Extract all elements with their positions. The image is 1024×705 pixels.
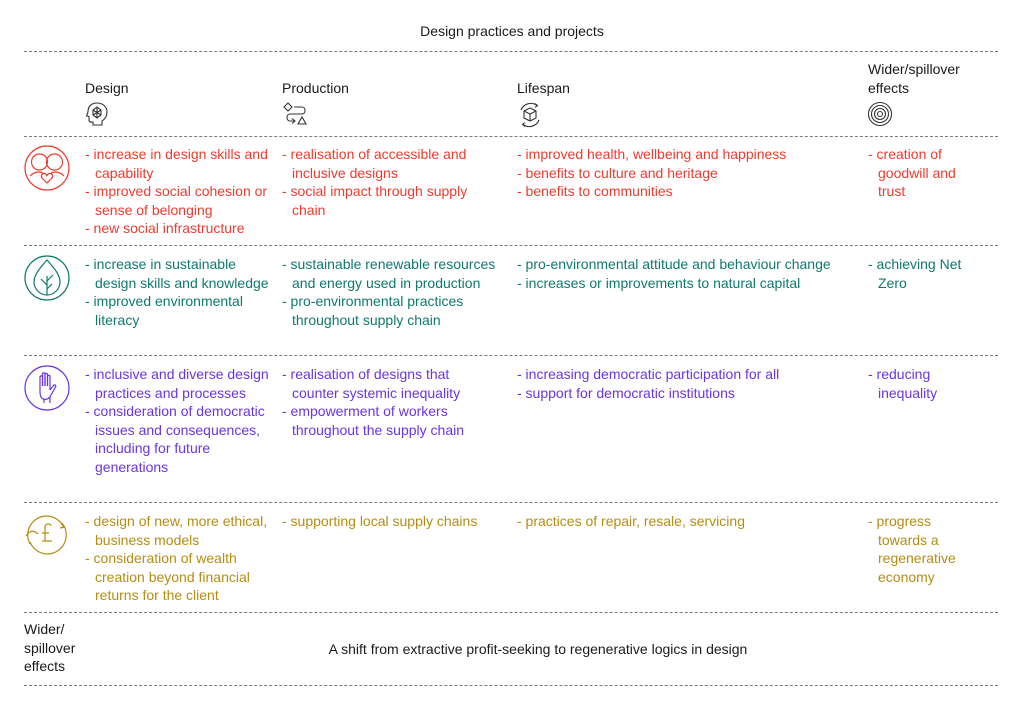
raised-hand-icon [24,365,70,411]
column-header-lifespan: Lifespan [517,80,570,96]
list-item: - empowerment of workers throughout the supply chain [282,403,465,438]
list-item: - reducing inequality [868,366,938,401]
head-icon [84,101,110,127]
row-social-wider-effects [868,145,983,201]
list-item: - social impact through supply chain [282,183,468,218]
list-item: - achieving Net Zero [868,256,962,291]
row-environmental-design [85,255,270,329]
list-item: - sustainable renewable resources and energy used in production [282,256,496,291]
row-environmental-production [282,255,502,329]
diagram-title: Design practices and projects [420,23,604,39]
row-economic-design [85,512,275,605]
list-item: - realisation of accessible and inclusive designs [282,146,467,181]
concentric-circles-icon [867,101,893,127]
footer-text: A shift from extractive profit-seeking to regenerative logics in design [328,641,748,657]
divider [24,355,998,356]
footer-label: Wider/ spillover effects [24,621,76,674]
list-item: - realisation of designs that counter systemic inequality [282,366,461,401]
row-environmental-wider-effects [868,255,968,292]
row-democratic-lifespan [517,365,847,402]
divider [24,685,998,686]
divider [24,502,998,503]
pound-cycle-icon [24,512,70,558]
list-item: - supporting local supply chains [282,513,478,529]
list-item: - creation of goodwill and trust [868,146,956,199]
list-item: - increase in sustainable design skills and knowledge [85,256,269,291]
row-economic-lifespan [517,512,847,531]
list-item: - progress towards a regenerative economy [868,513,956,585]
row-social-design [85,145,275,238]
process-shapes-icon [282,101,310,127]
list-item: - new social infrastructure [85,220,245,236]
list-item: - improved environmental literacy [85,293,243,328]
cube-cycle-icon [516,101,544,129]
divider [24,51,998,52]
list-item: - improved social cohesion or sense of belonging [85,183,268,218]
list-item: - benefits to communities [517,183,673,199]
people-heart-icon [24,145,70,191]
column-header-design: Design [85,80,129,96]
list-item: - pro-environmental attitude and behaviour change [517,256,831,272]
row-democratic-design [85,365,275,476]
list-item: - practices of repair, resale, servicing [517,513,745,529]
list-item: - support for democratic institutions [517,384,735,401]
list-item: - pro-environmental practices throughout supply chain [282,293,464,328]
list-item: - increasing democratic participation for all [517,366,780,382]
list-item: - consideration of democratic issues and consequences, including for future generations [85,403,265,475]
row-environmental-lifespan [517,255,837,292]
divider [24,136,998,137]
row-democratic-wider-effects [868,365,968,402]
list-item: - design of new, more ethical, business models [85,513,268,548]
list-item: - inclusive and diverse design practices and processes [85,366,269,401]
list-item: - improved health, wellbeing and happiness [517,146,787,162]
row-social-lifespan [517,145,847,201]
column-header-wider-effects: Wider/spillover effects [868,61,960,96]
column-header-production: Production [282,80,349,96]
row-social-production [282,145,497,219]
tree-drop-icon [24,255,70,301]
list-item: - increases or improvements to natural capital [517,274,801,291]
divider [24,245,998,246]
row-economic-wider-effects [868,512,968,586]
list-item: - increase in design skills and capability [85,146,268,181]
row-democratic-production [282,365,497,439]
list-item: - consideration of wealth creation beyond financial returns for the client [85,550,250,603]
list-item: - benefits to culture and heritage [517,164,718,181]
row-economic-production [282,512,507,531]
divider [24,612,998,613]
